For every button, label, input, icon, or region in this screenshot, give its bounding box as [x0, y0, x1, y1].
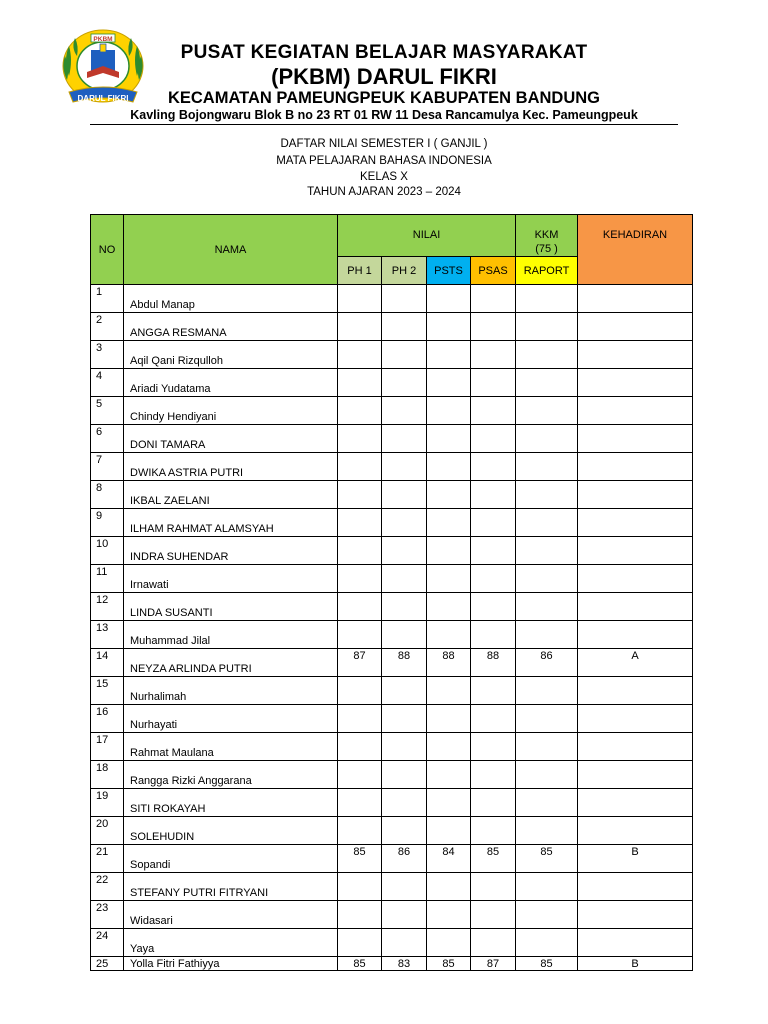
header-kkm-value: (75 ) — [535, 243, 558, 255]
header-nama: NAMA — [124, 215, 338, 285]
cell-nama: SITI ROKAYAH — [124, 789, 338, 817]
cell-psas: 87 — [471, 957, 516, 971]
cell-nama: Nurhayati — [124, 705, 338, 733]
doc-title: DAFTAR NILAI SEMESTER I ( GANJIL ) — [280, 138, 488, 150]
table-row — [91, 341, 693, 369]
cell-nama: NEYZA ARLINDA PUTRI — [124, 649, 338, 677]
cell-nama: Irnawati — [124, 565, 338, 593]
cell-psts: 88 — [427, 649, 471, 677]
doc-year: TAHUN AJARAN 2023 – 2024 — [307, 186, 461, 198]
cell-psas — [471, 341, 516, 369]
cell-psts — [427, 817, 471, 845]
cell-raport — [516, 565, 578, 593]
cell-no: 20 — [91, 817, 124, 845]
cell-nama: SOLEHUDIN — [124, 817, 338, 845]
cell-raport — [516, 705, 578, 733]
cell-ph2 — [382, 817, 427, 845]
cell-raport: 85 — [516, 845, 578, 873]
table-row — [91, 705, 693, 733]
cell-nama: INDRA SUHENDAR — [124, 537, 338, 565]
cell-ph1 — [338, 873, 382, 901]
cell-ph2 — [382, 509, 427, 537]
cell-nama: DWIKA ASTRIA PUTRI — [124, 453, 338, 481]
cell-no: 14 — [91, 649, 124, 677]
cell-raport: 85 — [516, 957, 578, 971]
cell-ph2 — [382, 621, 427, 649]
cell-nama: Abdul Manap — [124, 285, 338, 313]
cell-kehadiran — [578, 369, 693, 397]
cell-ph2: 86 — [382, 845, 427, 873]
cell-psas — [471, 397, 516, 425]
header-title-line3: KECAMATAN PAMEUNGPEUK KABUPATEN BANDUNG — [167, 89, 601, 107]
cell-psts — [427, 705, 471, 733]
cell-ph1 — [338, 565, 382, 593]
cell-kehadiran — [578, 481, 693, 509]
cell-kehadiran — [578, 901, 693, 929]
cell-nama: Ariadi Yudatama — [124, 369, 338, 397]
cell-ph2 — [382, 593, 427, 621]
cell-ph2 — [382, 341, 427, 369]
cell-kehadiran — [578, 873, 693, 901]
cell-ph1 — [338, 285, 382, 313]
table-row — [91, 789, 693, 817]
cell-psas — [471, 593, 516, 621]
cell-kehadiran — [578, 397, 693, 425]
cell-kehadiran: B — [578, 957, 693, 971]
header-psas: PSAS — [471, 257, 516, 285]
table-row — [91, 509, 693, 537]
cell-ph2 — [382, 929, 427, 957]
cell-kehadiran: A — [578, 649, 693, 677]
cell-psas — [471, 621, 516, 649]
cell-psts — [427, 789, 471, 817]
cell-raport — [516, 425, 578, 453]
cell-nama: IKBAL ZAELANI — [124, 481, 338, 509]
cell-kehadiran — [578, 425, 693, 453]
cell-psts: 85 — [427, 957, 471, 971]
cell-psts — [427, 453, 471, 481]
doc-subject: MATA PELAJARAN BAHASA INDONESIA — [276, 155, 492, 167]
cell-ph1 — [338, 621, 382, 649]
cell-kehadiran — [578, 537, 693, 565]
cell-psas — [471, 733, 516, 761]
cell-ph2 — [382, 677, 427, 705]
table-row — [91, 369, 693, 397]
cell-no: 18 — [91, 761, 124, 789]
cell-psas — [471, 789, 516, 817]
header-psts: PSTS — [427, 257, 471, 285]
table-row — [91, 537, 693, 565]
cell-ph2: 88 — [382, 649, 427, 677]
cell-psts — [427, 565, 471, 593]
cell-no: 11 — [91, 565, 124, 593]
cell-psts — [427, 593, 471, 621]
cell-ph1 — [338, 341, 382, 369]
cell-kehadiran — [578, 341, 693, 369]
table-row — [91, 873, 693, 901]
cell-raport — [516, 313, 578, 341]
cell-psas — [471, 705, 516, 733]
header-address: Kavling Bojongwaru Blok B no 23 RT 01 RW 11 Desa Rancamulya Kec. Pameungpeuk — [130, 108, 638, 122]
cell-psas — [471, 509, 516, 537]
cell-no: 16 — [91, 705, 124, 733]
table-row — [91, 285, 693, 313]
cell-kehadiran — [578, 677, 693, 705]
cell-nama: Muhammad Jilal — [124, 621, 338, 649]
table-row — [91, 425, 693, 453]
table-row — [91, 733, 693, 761]
cell-no: 24 — [91, 929, 124, 957]
cell-kehadiran — [578, 705, 693, 733]
cell-ph1: 87 — [338, 649, 382, 677]
cell-raport — [516, 481, 578, 509]
cell-ph2 — [382, 873, 427, 901]
cell-psts — [427, 369, 471, 397]
cell-raport — [516, 537, 578, 565]
cell-psas — [471, 453, 516, 481]
header-kkm — [516, 215, 578, 257]
table-row — [91, 621, 693, 649]
table-row — [91, 901, 693, 929]
table-row — [91, 313, 693, 341]
table-row — [91, 481, 693, 509]
cell-ph1: 85 — [338, 957, 382, 971]
cell-psts — [427, 285, 471, 313]
cell-no: 17 — [91, 733, 124, 761]
cell-no: 9 — [91, 509, 124, 537]
header-rule — [90, 124, 678, 125]
cell-nama: ILHAM RAHMAT ALAMSYAH — [124, 509, 338, 537]
cell-nama: STEFANY PUTRI FITRYANI — [124, 873, 338, 901]
cell-kehadiran — [578, 453, 693, 481]
cell-psas: 85 — [471, 845, 516, 873]
cell-psas: 88 — [471, 649, 516, 677]
cell-ph1 — [338, 677, 382, 705]
cell-ph2 — [382, 789, 427, 817]
cell-no: 19 — [91, 789, 124, 817]
cell-ph2 — [382, 565, 427, 593]
cell-nama: Yaya — [124, 929, 338, 957]
cell-ph2 — [382, 481, 427, 509]
header-kkm-label: KKM — [534, 229, 559, 241]
cell-nama: Sopandi — [124, 845, 338, 873]
cell-no: 10 — [91, 537, 124, 565]
cell-kehadiran — [578, 789, 693, 817]
table-row — [91, 565, 693, 593]
cell-nama: Rahmat Maulana — [124, 733, 338, 761]
cell-ph1 — [338, 481, 382, 509]
cell-psas — [471, 677, 516, 705]
cell-psas — [471, 481, 516, 509]
cell-ph1 — [338, 789, 382, 817]
cell-nama: Yolla Fitri Fathiyya — [124, 957, 338, 971]
cell-no: 23 — [91, 901, 124, 929]
cell-ph2 — [382, 453, 427, 481]
cell-no: 21 — [91, 845, 124, 873]
cell-nama: Nurhalimah — [124, 677, 338, 705]
cell-kehadiran — [578, 313, 693, 341]
cell-psts — [427, 733, 471, 761]
cell-no: 13 — [91, 621, 124, 649]
cell-nama: Widasari — [124, 901, 338, 929]
cell-ph2 — [382, 537, 427, 565]
cell-psas — [471, 313, 516, 341]
cell-psts — [427, 425, 471, 453]
header-no: NO — [91, 215, 124, 285]
cell-no: 3 — [91, 341, 124, 369]
cell-ph1 — [338, 425, 382, 453]
cell-kehadiran — [578, 621, 693, 649]
cell-no: 4 — [91, 369, 124, 397]
cell-nama: Rangga Rizki Anggarana — [124, 761, 338, 789]
header-title-line1: PUSAT KEGIATAN BELAJAR MASYARAKAT — [180, 42, 588, 63]
header-ph2: PH 2 — [382, 257, 427, 285]
cell-kehadiran — [578, 565, 693, 593]
cell-raport — [516, 901, 578, 929]
cell-psas — [471, 369, 516, 397]
cell-ph1 — [338, 397, 382, 425]
cell-no: 8 — [91, 481, 124, 509]
cell-psas — [471, 565, 516, 593]
cell-no: 22 — [91, 873, 124, 901]
cell-psas — [471, 901, 516, 929]
cell-raport — [516, 593, 578, 621]
cell-ph1 — [338, 733, 382, 761]
cell-ph2 — [382, 705, 427, 733]
cell-psas — [471, 285, 516, 313]
cell-nama: DONI TAMARA — [124, 425, 338, 453]
cell-nama: LINDA SUSANTI — [124, 593, 338, 621]
cell-psts — [427, 341, 471, 369]
cell-ph2 — [382, 761, 427, 789]
cell-psts — [427, 929, 471, 957]
cell-ph1 — [338, 929, 382, 957]
cell-ph2 — [382, 369, 427, 397]
cell-ph1: 85 — [338, 845, 382, 873]
cell-no: 7 — [91, 453, 124, 481]
cell-kehadiran — [578, 761, 693, 789]
cell-raport — [516, 761, 578, 789]
cell-no: 2 — [91, 313, 124, 341]
cell-ph1 — [338, 901, 382, 929]
header-title-line2: (PKBM) DARUL FIKRI — [271, 64, 497, 89]
cell-raport — [516, 341, 578, 369]
cell-psts — [427, 481, 471, 509]
cell-raport — [516, 677, 578, 705]
table-row — [91, 593, 693, 621]
cell-psas — [471, 425, 516, 453]
cell-raport — [516, 453, 578, 481]
table-row — [91, 677, 693, 705]
table-row — [91, 817, 693, 845]
header-nilai: NILAI — [338, 215, 516, 257]
cell-ph2 — [382, 425, 427, 453]
cell-nama: Chindy Hendiyani — [124, 397, 338, 425]
cell-raport — [516, 733, 578, 761]
pkbm-logo — [55, 26, 151, 110]
cell-psas — [471, 537, 516, 565]
cell-psts: 84 — [427, 845, 471, 873]
cell-psts — [427, 677, 471, 705]
cell-no: 6 — [91, 425, 124, 453]
logo-banner-text: DARUL FIKRI — [77, 94, 129, 103]
cell-psts — [427, 873, 471, 901]
cell-kehadiran — [578, 929, 693, 957]
cell-kehadiran — [578, 509, 693, 537]
cell-kehadiran: B — [578, 845, 693, 873]
cell-kehadiran — [578, 733, 693, 761]
table-row — [91, 957, 693, 971]
header-raport: RAPORT — [516, 257, 578, 285]
cell-no: 12 — [91, 593, 124, 621]
cell-no: 5 — [91, 397, 124, 425]
cell-no: 25 — [91, 957, 124, 971]
cell-raport — [516, 929, 578, 957]
cell-ph1 — [338, 761, 382, 789]
table-row — [91, 397, 693, 425]
table-row — [91, 453, 693, 481]
cell-ph1 — [338, 369, 382, 397]
cell-raport — [516, 285, 578, 313]
cell-ph1 — [338, 313, 382, 341]
cell-no: 15 — [91, 677, 124, 705]
table-row — [91, 845, 693, 873]
header-ph1: PH 1 — [338, 257, 382, 285]
table-row — [91, 929, 693, 957]
cell-raport: 86 — [516, 649, 578, 677]
table-row — [91, 761, 693, 789]
cell-raport — [516, 621, 578, 649]
cell-psas — [471, 873, 516, 901]
cell-no: 1 — [91, 285, 124, 313]
cell-raport — [516, 369, 578, 397]
cell-raport — [516, 873, 578, 901]
logo-top-text: PKBM — [93, 36, 113, 43]
cell-raport — [516, 509, 578, 537]
grade-table — [90, 214, 693, 971]
cell-raport — [516, 397, 578, 425]
cell-psts — [427, 621, 471, 649]
header-kehadiran: KEHADIRAN — [578, 215, 693, 285]
cell-psas — [471, 929, 516, 957]
cell-kehadiran — [578, 593, 693, 621]
cell-ph1 — [338, 705, 382, 733]
cell-nama: ANGGA RESMANA — [124, 313, 338, 341]
cell-ph2 — [382, 397, 427, 425]
cell-ph1 — [338, 817, 382, 845]
cell-raport — [516, 817, 578, 845]
cell-kehadiran — [578, 285, 693, 313]
cell-psts — [427, 761, 471, 789]
cell-psas — [471, 761, 516, 789]
cell-psts — [427, 509, 471, 537]
table-row — [91, 649, 693, 677]
cell-ph2 — [382, 901, 427, 929]
cell-ph1 — [338, 593, 382, 621]
cell-ph1 — [338, 537, 382, 565]
cell-psts — [427, 901, 471, 929]
cell-ph2 — [382, 285, 427, 313]
cell-nama: Aqil Qani Rizqulloh — [124, 341, 338, 369]
cell-raport — [516, 789, 578, 817]
cell-ph1 — [338, 509, 382, 537]
cell-psts — [427, 537, 471, 565]
cell-psas — [471, 817, 516, 845]
cell-ph1 — [338, 453, 382, 481]
cell-ph2 — [382, 733, 427, 761]
cell-psts — [427, 313, 471, 341]
doc-class: KELAS X — [360, 171, 408, 183]
cell-ph2: 83 — [382, 957, 427, 971]
cell-kehadiran — [578, 817, 693, 845]
cell-ph2 — [382, 313, 427, 341]
cell-psts — [427, 397, 471, 425]
